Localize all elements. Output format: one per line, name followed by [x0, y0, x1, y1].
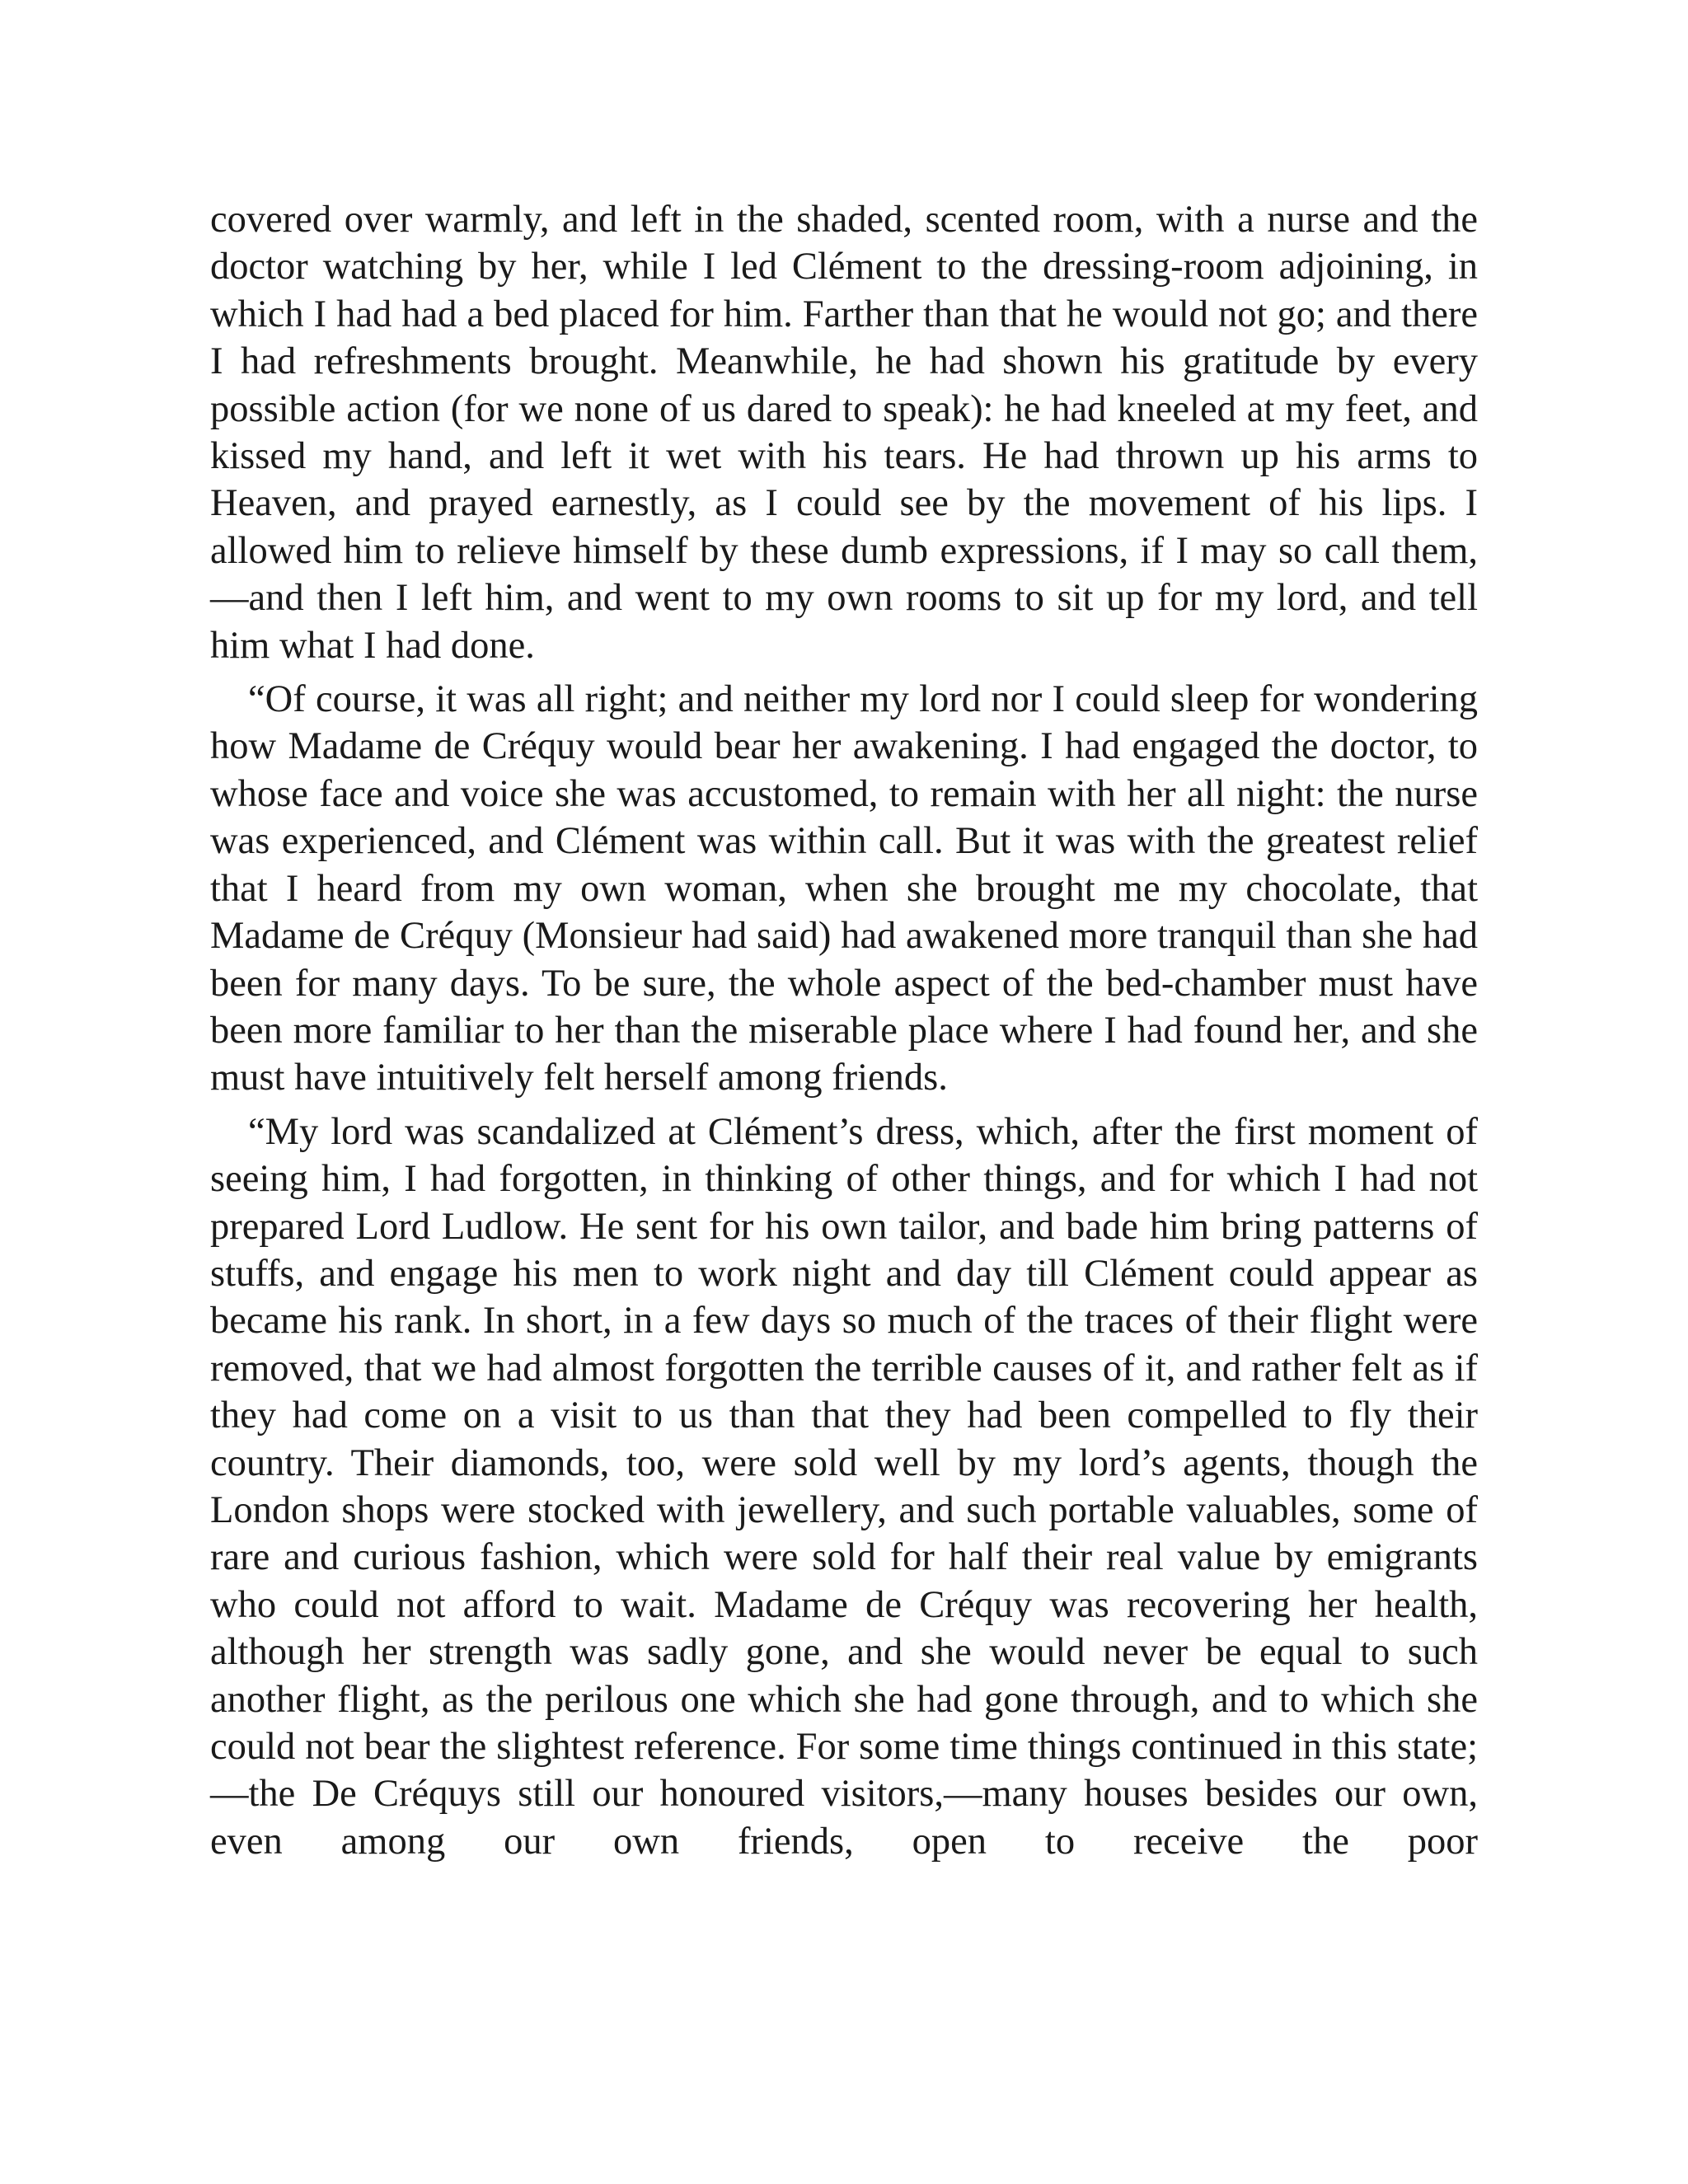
- page-body: [210, 196, 1478, 1865]
- paragraph-3: “My lord was scandalized at Clément’s dress, which, after the first moment of seeing him, I had forgotten, in thinking of other things, and for which I had not prepared Lord Ludlow. He sent for his own tailor, and bade him bring patterns of stuffs, and engage his men to work night and day till Clément could appear as became his rank. In short, in a few days so much of the traces of their flight were removed, that we had almost forgotten the terrible causes of it, and rather felt as if they had come on a visit to us than that they had been compelled to fly their country. Their diamonds, too, were sold well by my lord’s agents, though the London shops were stocked with jewellery, and such portable valuables, some of rare and curious fashion, which were sold for half their real value by emigrants who could not afford to wait. Madame de Créquy was recovering her health, although her strength was sadly gone, and she would never be equal to such another flight, as the perilous one which she had gone through, and to which she could not bear the slightest reference. For some time things continued in this state;—the De Créquys still our honoured visitors,—many houses besides our own, even among our own friends, open to receive the poor: [210, 1110, 1478, 1863]
- paragraph-2: “Of course, it was all right; and neither my lord nor I could sleep for wondering how Madame de Créquy would bear her awakening. I had engaged the doctor, to whose face and voice she was accustomed, to remain with her all night: the nurse was experienced, and Clément was within call. But it was with the greatest relief that I heard from my own woman, when she brought me my chocolate, that Madame de Créquy (Monsieur had said) had awakened more tranquil than she had been for many days. To be sure, the whole aspect of the bed-chamber must have been more familiar to her than the miserable place where I had found her, and she must have intuitively felt herself among friends.: [210, 678, 1478, 1099]
- paragraph-1: covered over warmly, and left in the shaded, scented room, with a nurse and the doctor watching by her, while I led Clément to the dressing-room adjoining, in which I had had a bed placed for him. Farther than that he would not go; and there I had refreshments brought. Meanwhile, he had shown his gratitude by every possible action (for we none of us dared to speak): he had kneeled at my feet, and kissed my hand, and left it wet with his tears. He had thrown up his arms to Heaven, and prayed earnestly, as I could see by the movement of his lips. I allowed him to relieve himself by these dumb expressions, if I may so call them,—and then I left him, and went to my own rooms to sit up for my lord, and tell him what I had done.: [210, 199, 1478, 667]
